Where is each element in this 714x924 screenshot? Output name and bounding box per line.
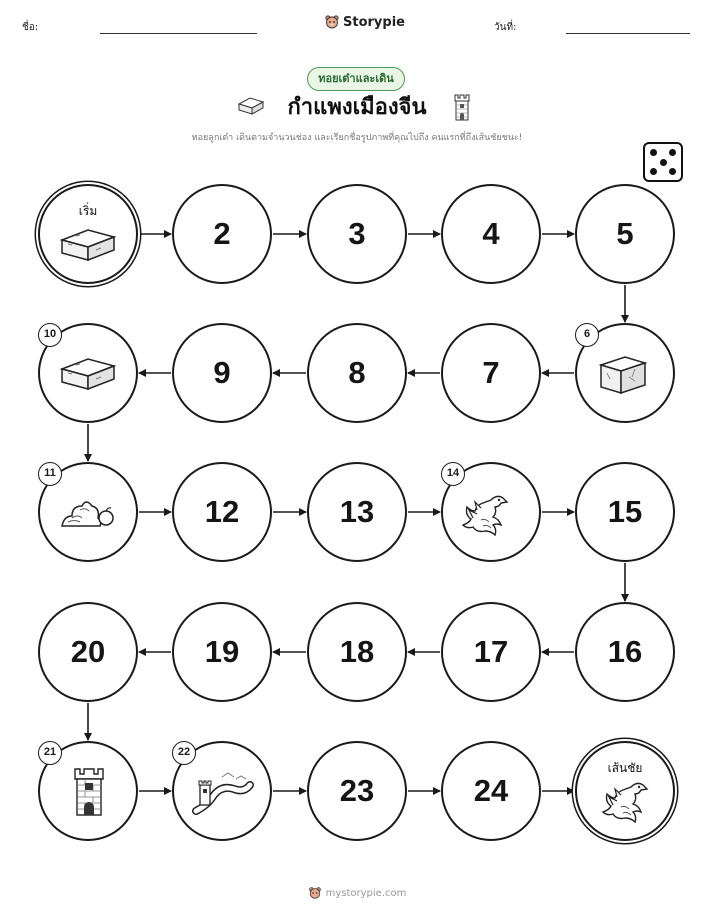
space-number-badge: 11 — [38, 462, 62, 486]
board-space-13[interactable] — [307, 462, 407, 562]
board-space-24[interactable] — [441, 741, 541, 841]
board-space-3[interactable] — [307, 184, 407, 284]
instructions: ทอยลูกเต๋า เดินตามจำนวนช่อง และเรียกชื่อรูปภาพที่คุณไปถึง คนแรกที่ถึงเส้นชัยชนะ! — [191, 133, 523, 143]
dragon-icon — [461, 492, 511, 542]
stone-block-icon — [595, 353, 651, 401]
date-label: วันที่: — [494, 22, 517, 33]
space-number: 16 — [607, 634, 643, 669]
board-space-5[interactable] — [575, 184, 675, 284]
space-number: 4 — [482, 216, 500, 251]
page-title: กำแพงเมืองจีน — [287, 95, 427, 120]
space-number: 23 — [339, 773, 375, 808]
board-space-6[interactable] — [575, 323, 675, 423]
board-space-14[interactable] — [441, 462, 541, 562]
board-space-11[interactable] — [38, 462, 138, 562]
board-space-9[interactable] — [172, 323, 272, 423]
space-number-badge: 21 — [38, 741, 62, 765]
board-space-22[interactable] — [172, 741, 272, 841]
board-space-21[interactable] — [38, 741, 138, 841]
footer — [0, 886, 714, 900]
space-number: 24 — [473, 773, 509, 808]
footer-url[interactable]: mystorypie.com — [325, 887, 407, 899]
space-number: 19 — [204, 634, 240, 669]
board-space-10[interactable] — [38, 323, 138, 423]
board-space-20[interactable] — [38, 602, 138, 702]
board-space-19[interactable] — [172, 602, 272, 702]
name-label: ชื่อ: — [22, 22, 39, 33]
space-number: 5 — [616, 216, 634, 251]
watchtower-icon — [71, 765, 107, 821]
board-space-2[interactable] — [172, 184, 272, 284]
board-space-12[interactable] — [172, 462, 272, 562]
board-space-17[interactable] — [441, 602, 541, 702]
space-number-badge: 22 — [172, 741, 196, 765]
space-number-badge: 14 — [441, 462, 465, 486]
mortar-rice-icon — [58, 492, 118, 536]
space-number: 8 — [348, 355, 366, 390]
dragon-icon — [601, 779, 651, 829]
start-label: เริ่ม — [78, 204, 98, 218]
board-space-16[interactable] — [575, 602, 675, 702]
space-number: 20 — [70, 634, 106, 669]
board-space-8[interactable] — [307, 323, 407, 423]
board-space-15[interactable] — [575, 462, 675, 562]
space-number: 2 — [213, 216, 231, 251]
start-space[interactable] — [38, 184, 138, 284]
space-number: 12 — [204, 494, 240, 529]
space-number: 13 — [339, 494, 375, 529]
space-number: 18 — [339, 634, 375, 669]
finish-label: เส้นชัย — [607, 761, 643, 775]
finish-space[interactable] — [575, 741, 675, 841]
board-space-18[interactable] — [307, 602, 407, 702]
brick-icon — [58, 353, 118, 397]
space-number-badge: 10 — [38, 323, 62, 347]
storypie-mascot-icon — [308, 886, 322, 900]
space-number: 17 — [473, 634, 509, 669]
brick-icon — [58, 224, 118, 268]
game-type-badge: ทอยเต๋าและเดิน — [307, 67, 405, 91]
brand-name: Storypie — [343, 14, 405, 30]
board-space-7[interactable] — [441, 323, 541, 423]
space-number: 15 — [607, 494, 643, 529]
great-wall-icon — [192, 771, 254, 821]
space-number: 9 — [213, 355, 231, 390]
board-space-4[interactable] — [441, 184, 541, 284]
board-space-23[interactable] — [307, 741, 407, 841]
space-number-badge: 6 — [575, 323, 599, 347]
space-number: 7 — [482, 355, 500, 390]
space-number: 3 — [348, 216, 366, 251]
